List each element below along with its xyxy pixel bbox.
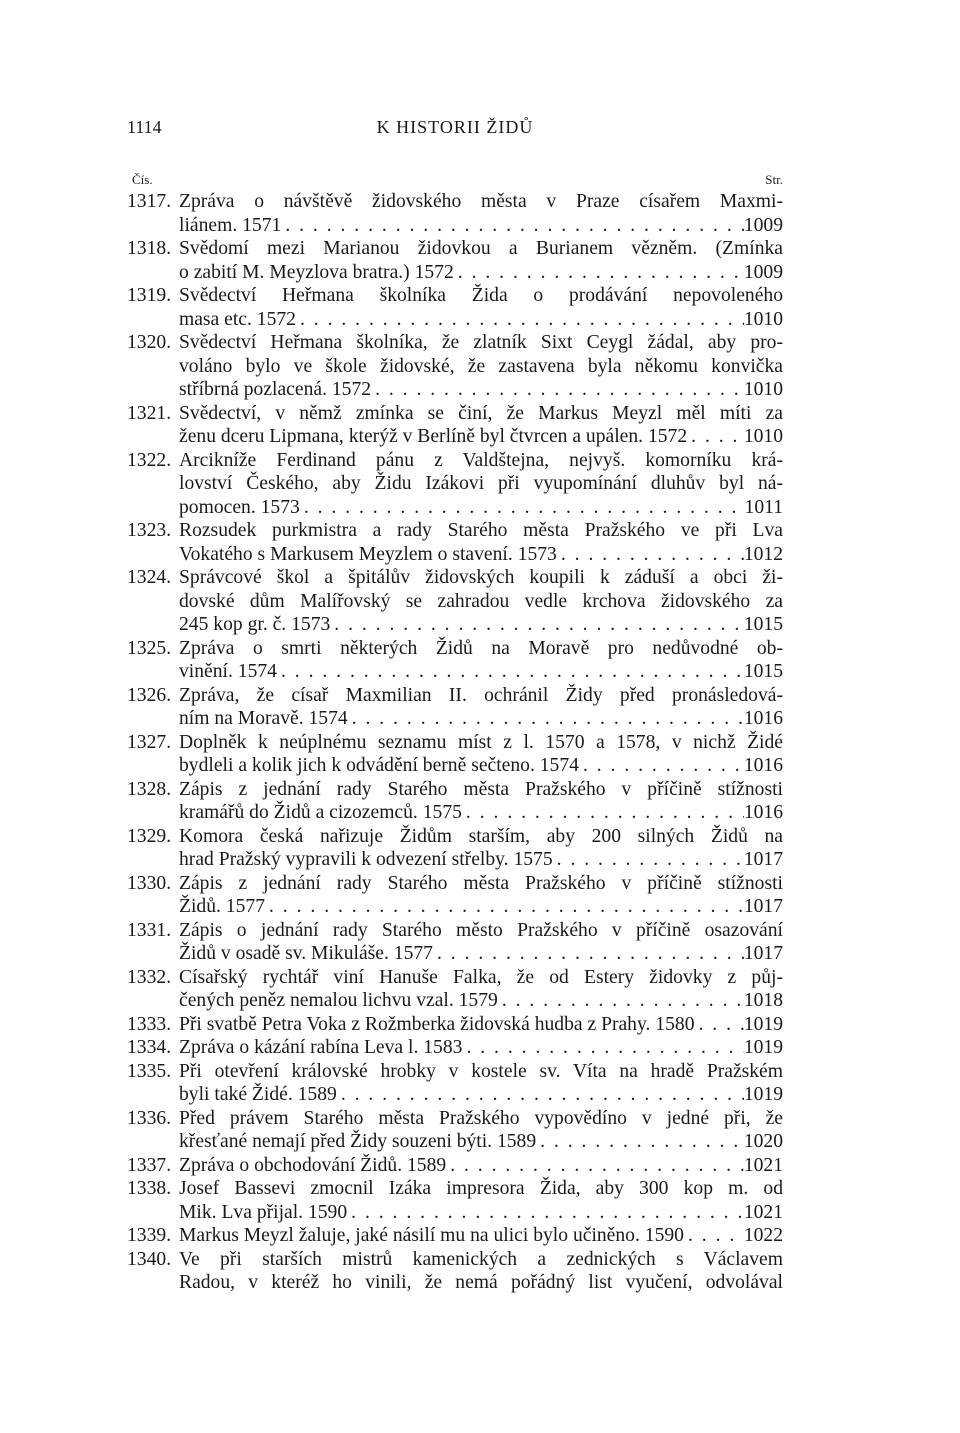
column-headers [127, 172, 783, 190]
entry-last-line [179, 801, 783, 825]
entry-text-line: Správcové škol a špitálův židovských koupili k záduší a obci ži- [179, 567, 783, 588]
page-number: 1114 [127, 117, 162, 137]
entry-page-number: 1020 [743, 1131, 783, 1152]
entry-last-line [179, 214, 783, 238]
entry-number: 1336. [127, 1107, 172, 1129]
entry-page-number: 1011 [744, 496, 783, 518]
entry-number: 1326. [127, 684, 172, 706]
entry-last-line [179, 1130, 783, 1154]
entry-number: 1334. [127, 1037, 172, 1058]
dot-leader [296, 308, 744, 332]
entry-number: 1327. [127, 731, 172, 753]
index-entry [127, 966, 783, 1013]
page-header [127, 117, 783, 141]
entry-number: 1340. [127, 1248, 172, 1270]
entry-page-number: 1021 [743, 1201, 783, 1223]
entry-text-line: byli také Židé. 1589 [179, 1084, 337, 1105]
entry-text-line: Židů v osadě sv. Mikuláše. 1577 [179, 943, 433, 964]
entry-text-line: Arcikníže Ferdinand pánu z Valdštejna, nejvyš. komorníku krá- [179, 449, 783, 471]
entry-page-number: 1017 [743, 896, 783, 917]
index-entry [127, 190, 783, 237]
dot-leader [337, 1083, 744, 1107]
index-entry [127, 872, 783, 919]
entry-number: 1329. [127, 825, 172, 847]
index-entry [127, 402, 783, 449]
entry-last-line [179, 308, 783, 332]
entry-text-line: Zápis z jednání rady Starého města Pražského v příčině stížnosti [179, 778, 783, 800]
running-title: K HISTORII ŽIDŮ [376, 117, 534, 137]
dot-leader [695, 1013, 744, 1037]
dot-leader [579, 754, 744, 778]
index-entries [127, 190, 783, 1295]
entry-number: 1338. [127, 1178, 172, 1199]
entry-page-number: 1022 [743, 1225, 783, 1246]
entry-number: 1328. [127, 778, 172, 800]
entry-last-line [179, 496, 783, 520]
entry-page-number: 1015 [743, 661, 783, 682]
entry-text-line: Markus Meyzl žaluje, jaké násilí mu na ulici bylo učiněno. 1590 [179, 1225, 684, 1246]
entry-last-line [179, 1013, 783, 1037]
index-entry [127, 684, 783, 731]
entry-page-number: 1016 [743, 708, 783, 729]
entry-page-number: 1019 [743, 1084, 783, 1105]
dot-leader [553, 848, 744, 872]
index-entry [127, 1036, 783, 1060]
entry-text-line: Před právem Starého města Pražského vypovědíno v jedné při, že [179, 1107, 783, 1129]
entry-page-number: 1010 [743, 379, 783, 400]
entry-page-number: 1017 [743, 943, 783, 964]
entry-number: 1323. [127, 520, 172, 541]
dot-leader [536, 1130, 744, 1154]
entry-last-line [179, 1224, 783, 1248]
entry-last-line [179, 543, 783, 567]
dot-leader [265, 895, 744, 919]
index-entry [127, 284, 783, 331]
entry-text-line: hrad Pražský vypravili k odvezení střelby. 1575 [179, 849, 553, 870]
entry-last-line [179, 1201, 783, 1225]
entry-page-number: 1021 [743, 1154, 783, 1176]
entry-number: 1317. [127, 191, 172, 212]
entry-last-line [179, 707, 783, 731]
entry-text-line: Josef Bassevi zmocnil Izáka impresora Žida, aby 300 kop m. od [179, 1178, 783, 1199]
column-header-page: Str. [765, 172, 783, 187]
entry-number: 1335. [127, 1060, 172, 1082]
entry-text-line: Zápis z jednání rady Starého města Pražského v příčině stížnosti [179, 872, 783, 894]
entry-page-number: 1018 [743, 990, 783, 1011]
index-entry [127, 519, 783, 566]
dot-leader [557, 543, 744, 567]
entry-text-line: Při otevření královské hrobky v kostele sv. Víta na hradě Pražském [179, 1060, 783, 1082]
entry-text-line: dovské dům Malířovský se zahradou vedle krchova židovského za [179, 590, 783, 612]
entry-text-line: pomocen. 1573 [179, 496, 300, 518]
entry-text-line: lovství Českého, aby Židu Izákovi při vyupomínání dluhův byl ná- [179, 473, 783, 494]
dot-leader [347, 1201, 744, 1225]
entry-last-line [179, 425, 783, 449]
index-entry [127, 331, 783, 402]
entry-number: 1331. [127, 919, 172, 941]
entry-number: 1339. [127, 1225, 172, 1246]
index-entry [127, 237, 783, 284]
entry-page-number: 1017 [743, 849, 783, 870]
entry-page-number: 1009 [743, 214, 783, 236]
entry-last-line [179, 1083, 783, 1107]
entry-text-line: vinění. 1574 [179, 661, 277, 682]
entry-text-line: stříbrná pozlacená. 1572 [179, 379, 372, 400]
entry-number: 1333. [127, 1013, 172, 1035]
dot-leader [454, 261, 744, 285]
entry-text-line: Komora česká nařizuje Židům starším, aby 200 silných Židů na [179, 825, 783, 847]
entry-text-line: Mik. Lva přijal. 1590 [179, 1201, 348, 1223]
dot-leader [498, 989, 744, 1013]
index-entry [127, 1013, 783, 1037]
entry-text-line: Židů. 1577 [179, 896, 265, 917]
entry-page-number: 1015 [743, 614, 783, 635]
dot-leader [277, 660, 744, 684]
entry-last-line [179, 1154, 783, 1178]
dot-leader [371, 378, 744, 402]
entry-number: 1319. [127, 285, 172, 306]
entry-text-line: 245 kop gr. č. 1573 [179, 614, 331, 635]
entry-text-line: Svědomí mezi Marianou židovkou a Burianem vězněm. (Zmínka [179, 238, 783, 259]
index-entry [127, 1154, 783, 1178]
dot-leader [446, 1154, 744, 1178]
dot-leader [433, 942, 744, 966]
index-entry [127, 731, 783, 778]
entry-page-number: 1010 [743, 426, 783, 447]
entry-page-number: 1012 [743, 543, 783, 565]
entry-page-number: 1016 [743, 802, 783, 823]
entry-text-line: Zpráva o obchodování Židů. 1589 [179, 1154, 447, 1176]
entry-page-number: 1010 [743, 308, 783, 330]
entry-text-line: bydleli a kolik jich k odvádění berně sečteno. 1574 [179, 755, 579, 776]
entry-text-line: Doplněk k neúplnému seznamu míst z l. 1570 a 1578, v nichž Židé [179, 731, 783, 753]
entry-text-line: voláno bylo ve škole židovské, že zastavena byla někomu konvička [179, 355, 783, 377]
index-entry [127, 1248, 783, 1295]
entry-number: 1325. [127, 637, 172, 659]
index-entry [127, 1224, 783, 1248]
entry-number: 1332. [127, 966, 172, 988]
entry-last-line [179, 989, 783, 1013]
entry-text-line: Zpráva o kázání rabína Leva l. 1583 [179, 1037, 463, 1058]
entry-text-line: Svědectví Heřmana školníka Žida o prodávání nepovoleného [179, 285, 783, 306]
dot-leader [330, 613, 744, 637]
entry-text-line: Svědectví Heřmana školníka, že zlatník Sixt Ceygl žádal, aby pro- [179, 332, 783, 353]
dot-leader [348, 707, 744, 731]
entry-text-line: Ve při starších mistrů kamenických a zednických s Václavem [179, 1248, 783, 1270]
entry-text-line: Zpráva o smrti některých Židů na Moravě pro nedůvodné ob- [179, 637, 783, 659]
entry-text-line: Zpráva, že císař Maxmilian II. ochránil Židy před pronásledová- [179, 684, 783, 706]
entry-last-line [179, 1036, 783, 1060]
entry-text-line: Zpráva o návštěvě židovského města v Praze císařem Maxmi- [179, 191, 783, 212]
entry-text-line: ženu dceru Lipmana, kterýž v Berlíně byl čtvrcen a upálen. 1572 [179, 426, 688, 447]
dot-leader [462, 1036, 743, 1060]
dot-leader [281, 214, 744, 238]
entry-last-line [179, 848, 783, 872]
entry-page-number: 1016 [743, 755, 783, 776]
index-entry [127, 825, 783, 872]
entry-last-line [179, 261, 783, 285]
entry-text-line: Zápis o jednání rady Starého město Pražského v příčině osazování [179, 919, 783, 941]
entry-number: 1324. [127, 567, 172, 588]
entry-number: 1330. [127, 872, 172, 894]
entry-text-line: Radou, v kteréž ho vinili, že nemá pořádný list vyučení, odvolával [179, 1272, 783, 1293]
entry-last-line [179, 895, 783, 919]
entry-text-line: křesťané nemají před Židy souzeni býti. 1589 [179, 1131, 537, 1152]
dot-leader [687, 425, 744, 449]
index-entry [127, 637, 783, 684]
entry-text-line: Při svatbě Petra Voka z Rožmberka židovská hudba z Prahy. 1580 [179, 1013, 695, 1035]
entry-number: 1322. [127, 449, 172, 471]
entry-number: 1321. [127, 402, 172, 424]
dot-leader [300, 496, 745, 520]
entry-last-line [179, 378, 783, 402]
entry-last-line [179, 660, 783, 684]
column-header-number: Čís. [132, 172, 153, 187]
entry-page-number: 1019 [743, 1013, 783, 1035]
entry-text-line: Císařský rychtář viní Hanuše Falka, že od Estery židovky z půj- [179, 966, 783, 988]
entry-text-line: Vokatého s Markusem Meyzlem o stavení. 1573 [179, 543, 557, 565]
entry-text-line: masa etc. 1572 [179, 308, 296, 330]
index-entry [127, 566, 783, 637]
entry-number: 1318. [127, 238, 172, 259]
index-entry [127, 1107, 783, 1154]
entry-text-line: Rozsudek purkmistra a rady Starého města Pražského ve při Lva [179, 520, 783, 541]
entry-text-line: o zabití M. Meyzlova bratra.) 1572 [179, 261, 454, 283]
index-entry [127, 449, 783, 520]
entry-number: 1337. [127, 1154, 172, 1176]
index-entry [127, 778, 783, 825]
index-entry [127, 919, 783, 966]
index-entry [127, 1177, 783, 1224]
entry-text-line: ním na Moravě. 1574 [179, 708, 348, 729]
entry-last-line [179, 613, 783, 637]
entry-text-line: čených peněz nemalou lichvu vzal. 1579 [179, 990, 498, 1011]
entry-text-line: liánem. 1571 [179, 214, 282, 236]
entry-last-line [179, 942, 783, 966]
entry-page-number: 1019 [743, 1037, 783, 1058]
entry-number: 1320. [127, 332, 172, 353]
entry-text-line: Svědectví, v němž zmínka se činí, že Markus Meyzl měl míti za [179, 402, 783, 424]
index-entry [127, 1060, 783, 1107]
dot-leader [684, 1224, 744, 1248]
dot-leader [462, 801, 744, 825]
entry-text-line: kramářů do Židů a cizozemců. 1575 [179, 802, 462, 823]
entry-page-number: 1009 [743, 261, 783, 283]
entry-last-line [179, 754, 783, 778]
